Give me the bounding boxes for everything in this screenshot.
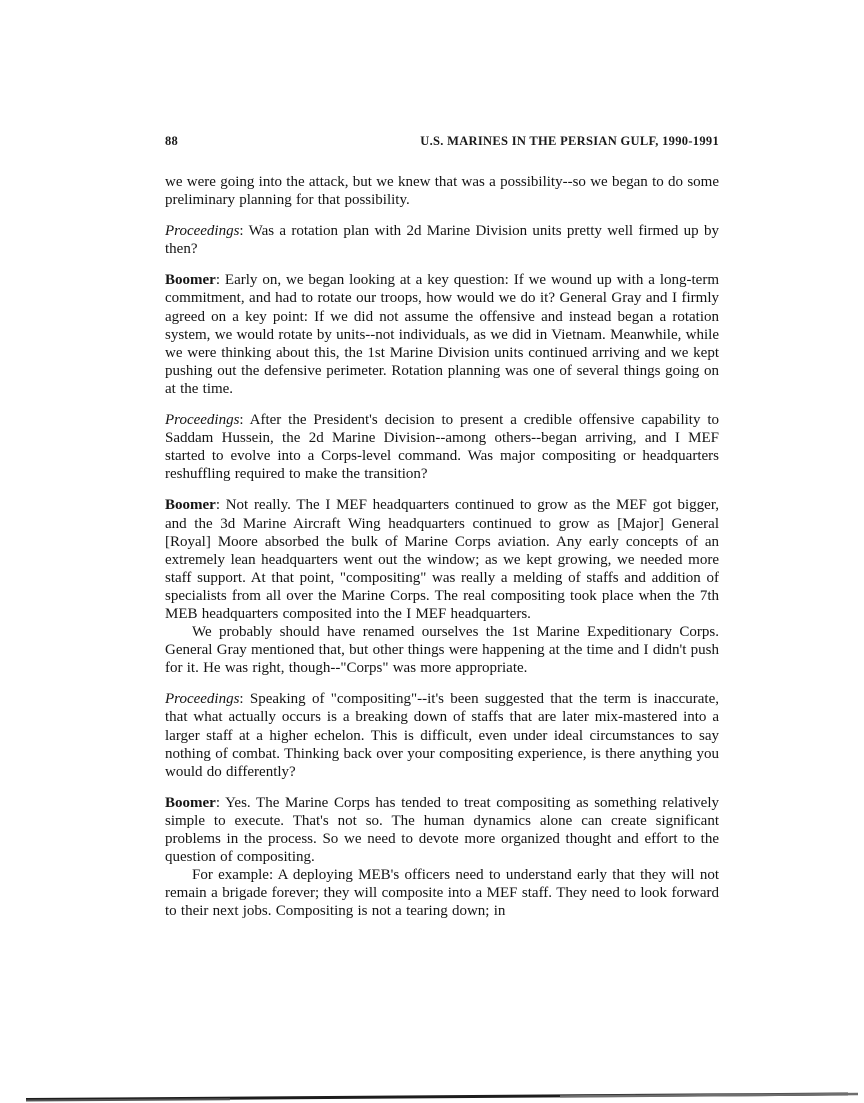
proceedings-paragraph: Proceedings: After the President's decision to present a credible offensive capability to Saddam Hussein, the 2d Marine Division--among others--began arriving, and I MEF started to evolve into a Corps-level command. Was major compositing or headquarters reshuffling required to make the transition? xyxy=(165,412,719,483)
speaker-label-proceedings: Proceedings xyxy=(165,223,240,240)
boomer-paragraph: For example: A deploying MEB's officers need to understand early that they will not remain a brigade forever; they will composite into a MEF staff. They need to look forward to their next jobs. Compositing is not a tearing down; in xyxy=(165,867,719,920)
page-body xyxy=(165,173,719,920)
boomer-paragraph: Boomer: Early on, we began looking at a key question: If we wound up with a long-term commitment, and had to rotate our troops, how would we do it? General Gray and I firmly agreed on a key point: If we did not assume the offensive and instead began a rotation system, we would rotate by units--not individuals, as we did in Vietnam. Meanwhile, while we were thinking about this, the 1st Marine Division units continued arriving and we kept pushing out the defensive perimeter. Rotation planning was one of several things going on at the time. xyxy=(165,272,719,397)
boomer-paragraph: We probably should have renamed ourselves the 1st Marine Expeditionary Corps. General Gray mentioned that, but other things were happening at the time and I didn't push for it. He was right, though--"Corps" was more appropriate. xyxy=(165,624,719,677)
speaker-label-boomer: Boomer xyxy=(165,794,216,811)
speaker-label-proceedings: Proceedings xyxy=(165,412,240,429)
boomer-paragraph: Boomer: Yes. The Marine Corps has tended to treat compositing as something relatively simple to execute. That's not so. The human dynamics alone can create significant problems in the process. So we need to devote more organized thought and effort to the question of compositing. xyxy=(165,794,719,866)
speaker-label-boomer: Boomer xyxy=(165,497,216,514)
proceedings-paragraph: Proceedings: Was a rotation plan with 2d Marine Division units pretty well firmed up by then? xyxy=(165,223,719,258)
page-number: 88 xyxy=(165,134,179,148)
running-header xyxy=(165,134,719,149)
speaker-label-boomer: Boomer xyxy=(165,272,216,289)
page-content-area xyxy=(165,134,719,920)
proceedings-paragraph: Proceedings: Speaking of "compositing"--it's been suggested that the term is inaccurate, that what actually occurs is a breaking down of staffs that are later mix-mastered into a larger staff at a higher echelon. This is difficult, even under ideal circumstances to say nothing of combat. Thinking back over your compositing experience, is there anything you would do differently? xyxy=(165,691,719,780)
boomer-paragraph: Boomer: Not really. The I MEF headquarters continued to grow as the MEF got bigger, and the 3d Marine Aircraft Wing headquarters continued to grow as [Major] General [Royal] Moore absorbed the bulk of Marine Corps aviation. Any early concepts of an extremely lean headquarters went out the window; as we kept growing, we needed more staff support. At that point, "compositing" was really a melding of staffs and addition of specialists from all over the Marine Corps. The real compositing took place when the 7th MEB headquarters composited into the I MEF headquarters. xyxy=(165,497,719,622)
running-title: U.S. MARINES IN THE PERSIAN GULF, 1990-1991 xyxy=(420,134,719,148)
scan-artifact-bottom-edge xyxy=(0,1086,864,1103)
body-paragraph: we were going into the attack, but we knew that was a possibility--so we began to do some preliminary planning for that possibility. xyxy=(165,174,719,209)
speaker-label-proceedings: Proceedings xyxy=(165,691,240,708)
